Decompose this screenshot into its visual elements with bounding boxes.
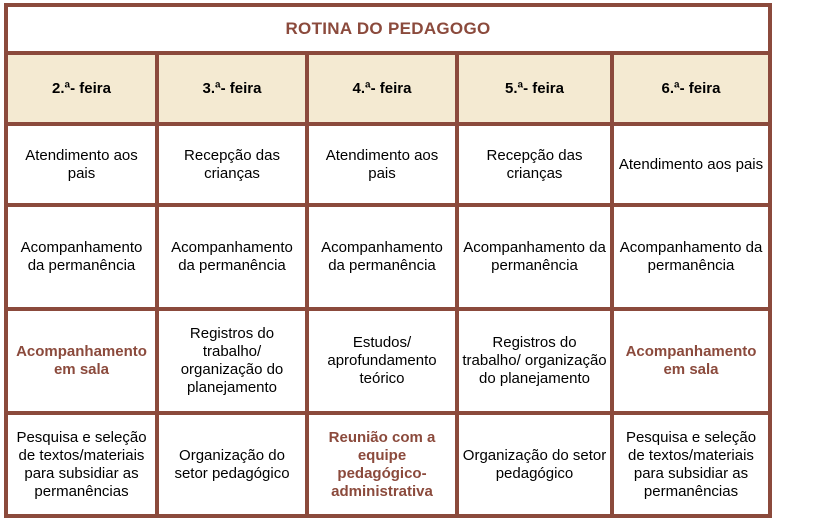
schedule-cell-text: Organização do setor pedagógico	[174, 446, 290, 482]
day-header	[459, 55, 610, 122]
table-title-text: ROTINA DO PEDAGOGO	[285, 19, 491, 38]
schedule-cell-text: Registros do trabalho/ organização do planejamento	[180, 325, 284, 396]
schedule-cell	[8, 126, 155, 203]
schedule-cell-text: Atendimento aos pais	[25, 146, 138, 182]
day-header-label: 3.ª- feira	[202, 79, 262, 97]
schedule-cell-text: Recepção das crianças	[184, 146, 280, 182]
schedule-cell-text: Pesquisa e seleção de textos/materiais para subsidiar as permanências	[625, 428, 757, 500]
schedule-cell	[8, 207, 155, 307]
schedule-cell	[614, 311, 768, 411]
day-header-label: 4.ª- feira	[352, 79, 412, 97]
schedule-cell	[459, 126, 610, 203]
table-title	[8, 7, 768, 51]
day-header-label: 2.ª- feira	[52, 79, 111, 97]
schedule-cell	[159, 126, 305, 203]
day-header	[614, 55, 768, 122]
schedule-cell-text: Acompanhamento da permanência	[463, 239, 606, 274]
schedule-cell	[614, 126, 768, 203]
schedule-cell-text: Atendimento aos pais	[325, 146, 439, 182]
schedule-cell	[614, 415, 768, 514]
schedule-cell-text: Atendimento aos pais	[618, 155, 764, 173]
schedule-cell-text: Organização do setor pedagógico	[462, 446, 607, 482]
schedule-cell	[8, 415, 155, 514]
schedule-cell	[459, 207, 610, 307]
day-header	[159, 55, 305, 122]
schedule-cell	[159, 207, 305, 307]
schedule-cell-text: Pesquisa e seleção de textos/materiais para subsidiar as permanências	[16, 428, 147, 500]
schedule-cell-text: Acompanhamento da permanência	[619, 239, 763, 274]
schedule-cell	[159, 415, 305, 514]
schedule-cell	[8, 311, 155, 411]
schedule-cell-text: Recepção das crianças	[486, 146, 583, 182]
schedule-cell-text: Estudos/ aprofundamento teórico	[327, 334, 437, 387]
schedule-cell-text: Acompanhamento da permanência	[20, 239, 143, 274]
routine-table	[4, 3, 772, 518]
day-header-label: 6.ª- feira	[661, 79, 721, 97]
schedule-cell	[459, 415, 610, 514]
schedule-cell-text: Registros do trabalho/ organização do planejamento	[462, 334, 607, 387]
schedule-cell	[614, 207, 768, 307]
schedule-cell-text: Acompanhamento da permanência	[171, 239, 293, 274]
day-header	[309, 55, 455, 122]
day-header	[8, 55, 155, 122]
schedule-cell	[309, 311, 455, 411]
schedule-cell-text: Reunião com a equipe pedagógico-administrativa	[328, 428, 436, 500]
schedule-cell	[459, 311, 610, 411]
schedule-cell-text: Acompanhamento da permanência	[321, 239, 443, 274]
schedule-cell	[309, 207, 455, 307]
day-header-label: 5.ª- feira	[505, 79, 564, 97]
schedule-cell-text: Acompanhamento em sala	[625, 343, 757, 378]
schedule-cell	[159, 311, 305, 411]
schedule-cell	[309, 126, 455, 203]
schedule-cell	[309, 415, 455, 514]
schedule-cell-text: Acompanhamento em sala	[16, 343, 147, 378]
